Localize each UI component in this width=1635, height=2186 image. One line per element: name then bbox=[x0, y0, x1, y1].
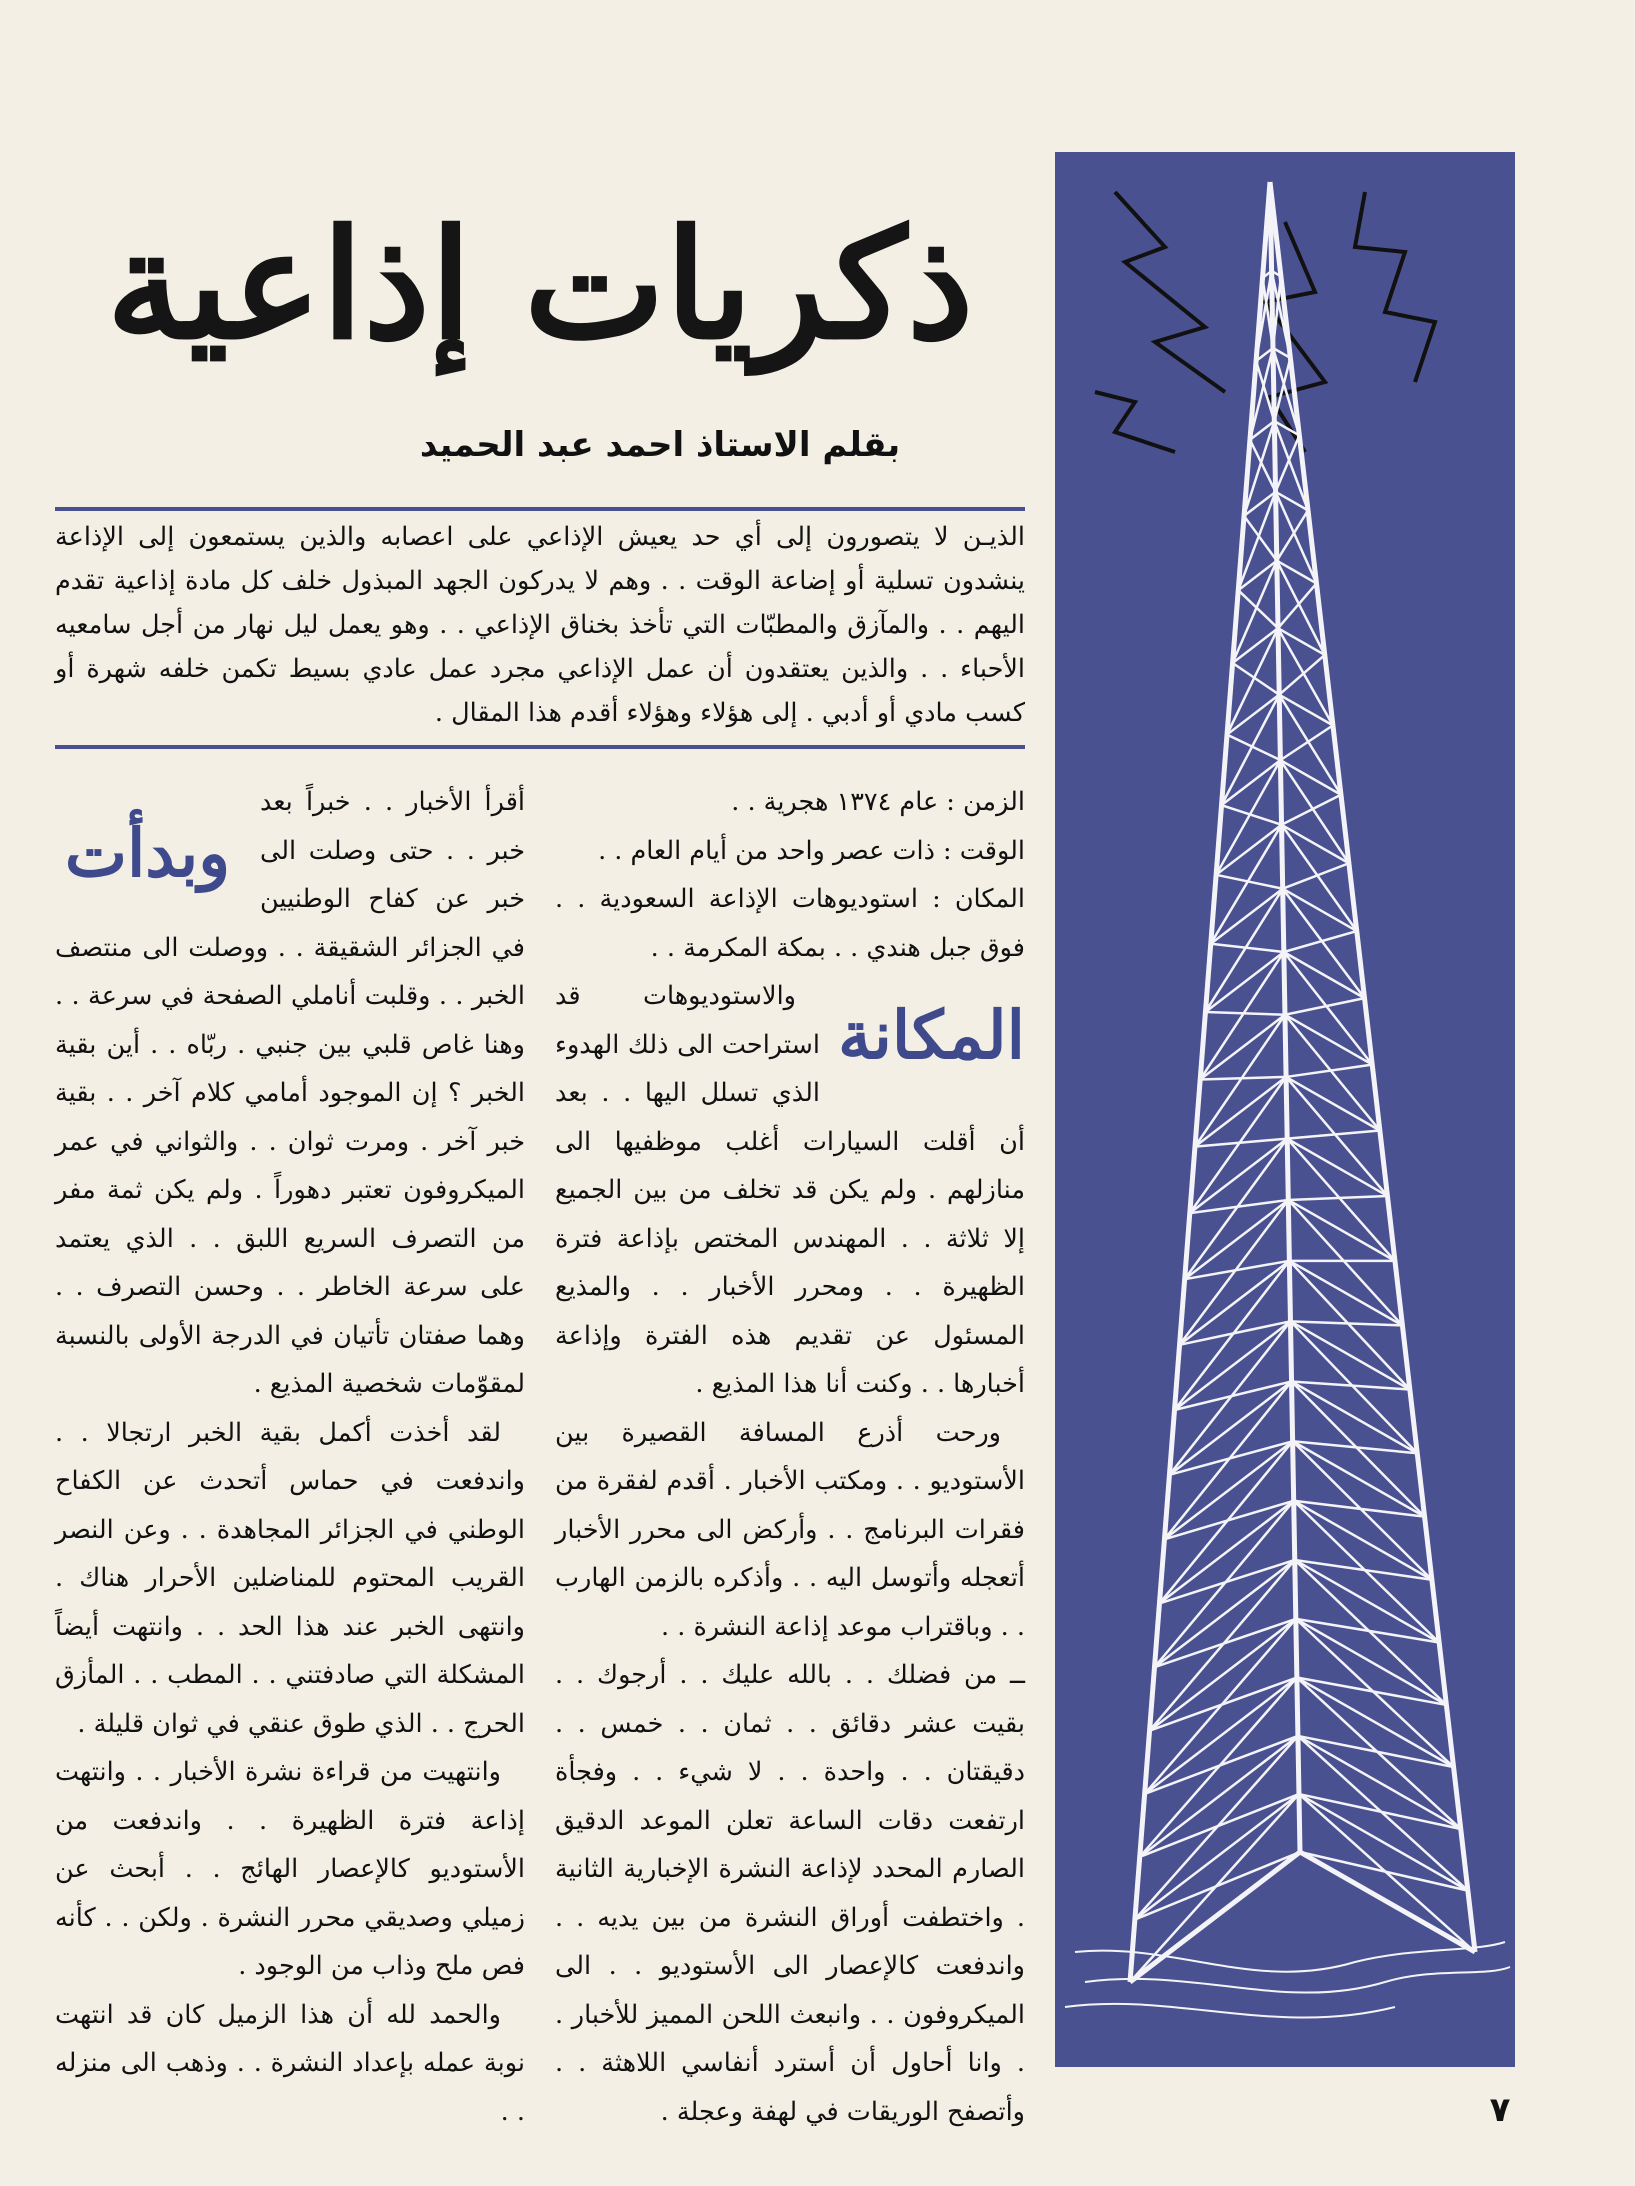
section-heading: المكانة bbox=[838, 996, 1025, 1074]
tower-icon bbox=[1055, 152, 1515, 2067]
body-paragraph: والاستوديوهات قد استراحت الى ذلك الهدوء الذي تسلل اليها . . بعد أن أقلت السيارات أغلب موظفيها الى منازلهم . ولم يكن قد تخلف من بين الجميع إلا ثلاثة . . المهندس المختص بإذاعة فترة الظهيرة . . ومحرر الأخبار . . والمذيع المسئول عن تقديم هذه الفترة وإذاعة أخبارها . . وكنت أنا هذا المذيع . bbox=[555, 981, 1025, 1399]
section-heading: وبدأت bbox=[64, 814, 231, 892]
divider-bottom bbox=[55, 745, 1025, 749]
body-paragraph: والحمد لله أن هذا الزميل كان قد انتهت نوبة عمله بإعداد النشرة . . وذهب الى منزله . . bbox=[55, 1999, 525, 2127]
body-paragraph: لقد أخذت أكمل بقية الخبر ارتجالا . . واندفعت في حماس أتحدث عن الكفاح الوطني في الجزائر المجاهدة . . وعن النصر القريب المحتوم للمناضلين الأحرار هناك . وانتهى الخبر عند هذا الحد . . وانتهت أيضاً المشكلة التي صادفتني . . المطب . . المأزق الحرج . . الذي طوق عنقي في ثوان قليلة . bbox=[55, 1417, 525, 1739]
divider-top bbox=[55, 507, 1025, 511]
article-title: ذكريات إذاعية bbox=[106, 197, 974, 373]
intro-paragraph: الذيـن لا يتصورون إلى أي حد يعيش الإذاعي على اعصابه والذين يستمعون إلى الإذاعة ينشدون تسلية أو إضاعة الوقت . . وهم لا يدركون الجهد المبذول خلف كل مادة إذاعية تقدم اليهم . . والمآزق والمطبّات التي تأخذ بخناق الإذاعي . . وهو يعمل ليل نهار من أجل سامعيه الأحباء . . والذين يعتقدون أن عمل الإذاعي مجرد عمل عادي بسيط تكمن خلفه شهرة أو كسب مادي أو أدبي . إلى هؤلاء وهؤلاء أقدم هذا المقال . bbox=[55, 522, 1025, 728]
body-paragraph: ورحت أذرع المسافة القصيرة بين الأستوديو . . ومكتب الأخبار . أقدم لفقرة من فقرات البرنامج . . وأركض الى محرر الأخبار أتعجله وأتوسل اليه . . وأذكره بالزمن الهارب . . وباقتراب موعد إذاعة النشرة . . bbox=[555, 1417, 1025, 1642]
body-paragraph: وانتهيت من قراءة نشرة الأخبار . . وانتهت إذاعة فترة الظهيرة . . واندفعت من الأستوديو كالإعصار الهائج . . أبحث عن زميلي وصديقي محرر النشرة . ولكن . . كأنه فص ملح وذاب من الوجود . bbox=[55, 1757, 525, 1981]
body-paragraph: ــ من فضلك . . بالله عليك . . أرجوك . . بقيت عشر دقائق . . ثمان . . خمس . . دقيقتان . . واحدة . . لا شيء . . وفجأة ارتفعت دقات الساعة تعلن الموعد الدقيق الصارم المحدد لإذاعة النشرة الإخبارية الثانية . واختطفت أوراق النشرة من بين يديه . . واندفعت كالإعصار الى الأستوديو . . الى الميكروفون . . وانبعث اللحن المميز للأخبار . . وانا أحاول أن أسترد أنفاسي اللاهثة . . وأتصفح الوريقات في لهفة وعجلة . bbox=[555, 1660, 1025, 2127]
left-column bbox=[55, 778, 525, 2136]
time-line: الزمن : عام ١٣٧٤ هجرية . . bbox=[731, 787, 1025, 817]
byline: بقلم الاستاذ احمد عبد الحميد bbox=[419, 425, 901, 465]
when-line: الوقت : ذات عصر واحد من أيام العام . . bbox=[598, 835, 1025, 866]
right-column bbox=[555, 778, 1025, 2136]
page-number: ٧ bbox=[1489, 2090, 1511, 2130]
radio-tower-illustration bbox=[1055, 152, 1515, 2067]
place-line: المكان : استوديوهات الإذاعة السعودية . . فوق جبل هندي . . بمكة المكرمة . . bbox=[555, 884, 1025, 963]
body-paragraph: أقرأ الأخبار . . خبراً بعد خبر . . حتى وصلت الى خبر عن كفاح الوطنيين في الجزائر الشقيقة . . ووصلت الى منتصف الخبر . . وقلبت أناملي الصفحة في سرعة . . وهنا غاص قلبي بين جنبي . ربّاه . . أين بقية الخبر ؟ إن الموجود أمامي كلام آخر . . بقية خبر آخر . ومرت ثوان . . والثواني في عمر الميكروفون تعتبر دهوراً . ولم يكن ثمة مفر من التصرف السريع اللبق . . الذي يعتمد على سرعة الخاطر . . وحسن التصرف . . وهما صفتان تأتيان في الدرجة الأولى بالنسبة لمقوّمات شخصية المذيع . bbox=[55, 787, 525, 1399]
